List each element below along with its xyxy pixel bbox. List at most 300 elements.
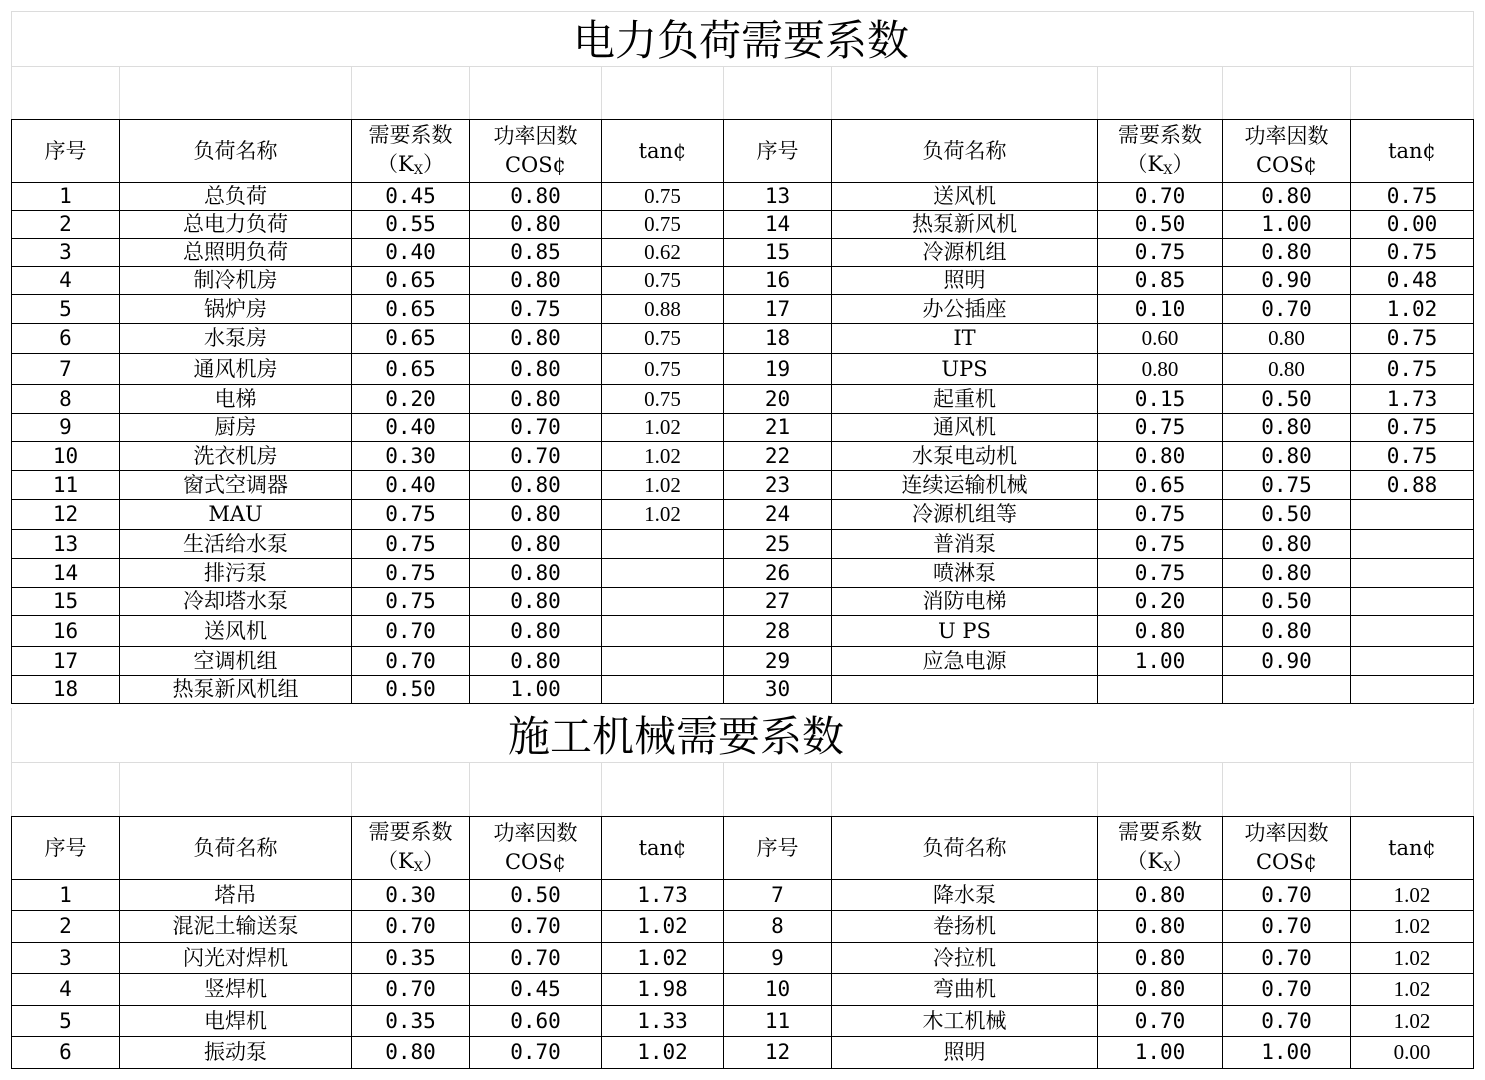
cell-pf	[1223, 676, 1351, 704]
cell-name: 空调机组	[120, 647, 352, 676]
cell-seq: 21	[724, 414, 832, 442]
cell-name: IT	[832, 324, 1098, 354]
cell-tan: 1.02	[602, 1037, 724, 1069]
header-kx-symbol	[352, 154, 469, 177]
kx-close: ）	[422, 152, 444, 176]
cell-pf: 0.80	[470, 647, 602, 676]
cell-tan: 0.62	[602, 239, 724, 267]
cell-kx: 0.35	[352, 1006, 470, 1037]
cell-name: 总负荷	[120, 183, 352, 211]
gridline	[1222, 762, 1223, 816]
gridline	[601, 762, 602, 816]
cell-kx: 0.15	[1098, 385, 1223, 414]
cell-kx: 0.65	[352, 267, 470, 295]
gridline	[1097, 762, 1098, 816]
cell-pf: 0.80	[1223, 442, 1351, 471]
cell-pf: 0.80	[470, 559, 602, 588]
cell-seq: 22	[724, 442, 832, 471]
header-seq	[724, 817, 832, 880]
header-tan	[602, 817, 724, 880]
table-row	[12, 324, 1474, 354]
cell-tan: 1.02	[602, 911, 724, 943]
cell-tan: 1.02	[1351, 880, 1474, 911]
cell-pf: 1.00	[1223, 211, 1351, 239]
table-row	[12, 1006, 1474, 1037]
cell-seq: 12	[12, 500, 120, 530]
cell-name: 应急电源	[832, 647, 1098, 676]
gridline	[831, 762, 832, 816]
cell-tan: 0.48	[1351, 267, 1474, 295]
cell-name: 锅炉房	[120, 295, 352, 324]
cell-kx: 0.80	[1098, 880, 1223, 911]
kx-subscript: X	[1163, 163, 1173, 178]
cell-pf: 0.90	[1223, 647, 1351, 676]
cell-pf: 0.70	[1223, 1006, 1351, 1037]
cell-seq: 17	[724, 295, 832, 324]
cell-pf: 0.70	[1223, 295, 1351, 324]
cell-kx: 0.20	[1098, 588, 1223, 616]
cell-pf: 0.85	[470, 239, 602, 267]
table-row	[12, 500, 1474, 530]
cell-seq: 7	[12, 354, 120, 385]
cell-name: 洗衣机房	[120, 442, 352, 471]
cell-tan: 1.02	[602, 500, 724, 530]
cell-name: 制冷机房	[120, 267, 352, 295]
cell-seq: 25	[724, 530, 832, 559]
cell-name: 冷源机组	[832, 239, 1098, 267]
cell-name: 降水泵	[832, 880, 1098, 911]
cell-name: 排污泵	[120, 559, 352, 588]
cell-tan: 0.75	[1351, 414, 1474, 442]
cell-seq: 13	[12, 530, 120, 559]
header-name	[832, 817, 1098, 880]
cell-seq: 28	[724, 616, 832, 647]
cell-kx: 0.30	[352, 880, 470, 911]
header-seq-label: 序号	[44, 835, 87, 860]
cell-kx: 0.75	[352, 588, 470, 616]
cell-tan	[602, 647, 724, 676]
cell-kx: 0.65	[352, 354, 470, 385]
cell-pf: 0.60	[470, 1006, 602, 1037]
gridline	[11, 708, 12, 816]
cell-name: 起重机	[832, 385, 1098, 414]
cell-name: 总电力负荷	[120, 211, 352, 239]
kx-close: ）	[422, 849, 444, 873]
cell-name: 卷扬机	[832, 911, 1098, 943]
gridline	[1350, 762, 1351, 816]
gridline	[1350, 66, 1351, 119]
cell-name: 电梯	[120, 385, 352, 414]
kx-open: （K	[1126, 849, 1164, 873]
table-row	[12, 211, 1474, 239]
kx-close: ）	[1172, 849, 1194, 873]
header-power-factor	[1223, 817, 1351, 880]
cell-seq: 24	[724, 500, 832, 530]
cell-tan: 0.00	[1351, 211, 1474, 239]
table-row	[12, 943, 1474, 974]
cell-pf: 0.80	[1223, 414, 1351, 442]
table-row	[12, 239, 1474, 267]
cell-name	[832, 676, 1098, 704]
gridline	[831, 66, 832, 119]
cell-tan	[1351, 616, 1474, 647]
header-power-factor	[470, 120, 602, 183]
cell-pf: 0.70	[1223, 880, 1351, 911]
header-power-factor	[470, 817, 602, 880]
cell-name: 冷拉机	[832, 943, 1098, 974]
header-row	[12, 120, 1474, 183]
header-tan	[1351, 120, 1474, 183]
cell-pf: 0.80	[1223, 559, 1351, 588]
title-power-load: 电力负荷需要系数	[573, 16, 910, 65]
cell-name: 照明	[832, 1037, 1098, 1069]
gridline	[119, 66, 120, 119]
header-name-label: 负荷名称	[922, 138, 1007, 163]
cell-seq: 19	[724, 354, 832, 385]
header-cos-label: COS¢	[504, 153, 567, 177]
cell-seq: 11	[12, 471, 120, 500]
kx-subscript: X	[413, 860, 423, 875]
header-cos-label: COS¢	[1255, 153, 1318, 177]
cell-seq: 7	[724, 880, 832, 911]
cell-name: 喷淋泵	[832, 559, 1098, 588]
cell-tan	[602, 616, 724, 647]
cell-kx: 0.50	[352, 676, 470, 704]
cell-tan: 0.75	[1351, 354, 1474, 385]
table-row	[12, 911, 1474, 943]
cell-kx: 0.60	[1098, 324, 1223, 354]
cell-kx: 0.10	[1098, 295, 1223, 324]
cell-tan: 1.02	[602, 943, 724, 974]
header-tan-label: tan¢	[1388, 835, 1436, 860]
cell-pf: 0.80	[470, 211, 602, 239]
header-seq-label: 序号	[756, 138, 799, 163]
cell-seq: 13	[724, 183, 832, 211]
gridline	[1473, 708, 1474, 816]
cell-name: 总照明负荷	[120, 239, 352, 267]
cell-tan: 1.73	[1351, 385, 1474, 414]
cell-name: 通风机房	[120, 354, 352, 385]
cell-tan	[1351, 647, 1474, 676]
gridline	[11, 66, 1473, 67]
cell-tan: 1.02	[1351, 974, 1474, 1006]
cell-kx: 0.75	[352, 530, 470, 559]
header-tan-label: tan¢	[638, 835, 687, 860]
cell-tan: 0.75	[1351, 183, 1474, 211]
cell-pf: 0.80	[1223, 183, 1351, 211]
gridline	[469, 762, 470, 816]
cell-kx: 0.40	[352, 471, 470, 500]
cell-kx: 0.75	[1098, 239, 1223, 267]
header-power-factor-label: 功率因数	[493, 124, 578, 148]
cell-seq: 9	[724, 943, 832, 974]
cell-seq: 18	[724, 324, 832, 354]
table-row	[12, 880, 1474, 911]
cell-seq: 2	[12, 211, 120, 239]
header-row	[12, 817, 1474, 880]
kx-open: （K	[377, 849, 414, 873]
cell-seq: 11	[724, 1006, 832, 1037]
cell-name: 混泥土输送泵	[120, 911, 352, 943]
cell-kx: 0.40	[352, 414, 470, 442]
cell-tan: 0.75	[1351, 324, 1474, 354]
cell-kx: 0.75	[1098, 500, 1223, 530]
cell-name: 水泵房	[120, 324, 352, 354]
cell-tan	[602, 588, 724, 616]
cell-pf: 0.70	[1223, 911, 1351, 943]
cell-kx: 0.20	[352, 385, 470, 414]
cell-name: MAU	[120, 500, 352, 530]
table-row	[12, 647, 1474, 676]
cell-tan: 1.02	[1351, 943, 1474, 974]
table-row	[12, 354, 1474, 385]
cell-seq: 20	[724, 385, 832, 414]
cell-tan	[1351, 588, 1474, 616]
table-row	[12, 559, 1474, 588]
cell-seq: 29	[724, 647, 832, 676]
cell-name: 送风机	[832, 183, 1098, 211]
cell-pf: 0.75	[1223, 471, 1351, 500]
header-tan	[1351, 817, 1474, 880]
cell-kx: 0.80	[1098, 943, 1223, 974]
cell-tan: 1.02	[602, 442, 724, 471]
power-load-table	[11, 119, 1474, 704]
cell-seq: 18	[12, 676, 120, 704]
cell-seq: 9	[12, 414, 120, 442]
cell-pf: 0.80	[1223, 324, 1351, 354]
cell-pf: 0.80	[470, 500, 602, 530]
gridline	[601, 66, 602, 119]
header-kx-symbol	[1098, 851, 1222, 874]
cell-kx: 0.75	[1098, 414, 1223, 442]
cell-pf: 0.90	[1223, 267, 1351, 295]
cell-name: 冷源机组等	[832, 500, 1098, 530]
cell-seq: 10	[12, 442, 120, 471]
cell-pf: 0.70	[470, 911, 602, 943]
cell-pf: 0.70	[470, 442, 602, 471]
cell-kx: 0.80	[1098, 911, 1223, 943]
header-tan-label: tan¢	[1388, 138, 1436, 163]
cell-tan: 0.75	[602, 183, 724, 211]
gridline	[11, 11, 12, 119]
header-demand-factor-label: 需要系数	[368, 820, 453, 844]
cell-tan	[1351, 500, 1474, 530]
cell-seq: 10	[724, 974, 832, 1006]
cell-pf: 0.80	[470, 385, 602, 414]
header-cos-label: COS¢	[1255, 850, 1318, 874]
cell-kx: 0.70	[352, 974, 470, 1006]
cell-kx: 0.80	[352, 1037, 470, 1069]
header-seq	[724, 120, 832, 183]
table-row	[12, 616, 1474, 647]
table-row	[12, 588, 1474, 616]
gridline	[469, 66, 470, 119]
cell-tan	[602, 530, 724, 559]
cell-pf: 0.80	[1223, 239, 1351, 267]
gridline	[1473, 11, 1474, 119]
cell-pf: 0.80	[470, 471, 602, 500]
cell-tan: 0.75	[602, 385, 724, 414]
header-seq	[12, 120, 120, 183]
cell-seq: 6	[12, 1037, 120, 1069]
cell-seq: 14	[12, 559, 120, 588]
cell-tan: 1.02	[1351, 295, 1474, 324]
header-demand-factor	[352, 817, 470, 880]
cell-tan: 1.02	[602, 471, 724, 500]
cell-seq: 3	[12, 239, 120, 267]
cell-pf: 0.50	[1223, 500, 1351, 530]
cell-seq: 26	[724, 559, 832, 588]
cell-name: 塔吊	[120, 880, 352, 911]
cell-name: 热泵新风机	[832, 211, 1098, 239]
cell-pf: 1.00	[470, 676, 602, 704]
table-row	[12, 974, 1474, 1006]
cell-name: U PS	[832, 616, 1098, 647]
header-demand-factor	[1098, 817, 1223, 880]
cell-kx: 0.80	[1098, 442, 1223, 471]
cell-kx: 0.70	[352, 647, 470, 676]
cell-seq: 8	[12, 385, 120, 414]
cell-pf: 0.80	[470, 616, 602, 647]
cell-pf: 0.45	[470, 974, 602, 1006]
cell-name: 木工机械	[832, 1006, 1098, 1037]
cell-seq: 14	[724, 211, 832, 239]
table-row	[12, 414, 1474, 442]
cell-tan: 0.75	[602, 354, 724, 385]
header-demand-factor	[352, 120, 470, 183]
header-power-factor-label: 功率因数	[1244, 124, 1329, 148]
cell-pf: 0.80	[470, 530, 602, 559]
header-kx-symbol	[352, 851, 469, 874]
cell-pf: 0.50	[470, 880, 602, 911]
table-row	[12, 183, 1474, 211]
cell-kx: 0.30	[352, 442, 470, 471]
cell-name: 弯曲机	[832, 974, 1098, 1006]
cell-kx: 0.50	[1098, 211, 1223, 239]
header-kx-symbol	[1098, 154, 1222, 177]
table-row	[12, 1037, 1474, 1069]
cell-name: 照明	[832, 267, 1098, 295]
cell-seq: 27	[724, 588, 832, 616]
cell-tan: 0.88	[602, 295, 724, 324]
cell-kx: 0.40	[352, 239, 470, 267]
header-name	[832, 120, 1098, 183]
header-cos-label: COS¢	[504, 850, 567, 874]
cell-seq: 8	[724, 911, 832, 943]
cell-pf: 0.70	[470, 414, 602, 442]
cell-seq: 17	[12, 647, 120, 676]
cell-tan	[1351, 530, 1474, 559]
cell-seq: 4	[12, 267, 120, 295]
cell-kx: 0.80	[1098, 974, 1223, 1006]
cell-name: 通风机	[832, 414, 1098, 442]
kx-subscript: X	[413, 163, 423, 178]
header-seq	[12, 817, 120, 880]
cell-seq: 15	[724, 239, 832, 267]
title-construction-machinery: 施工机械需要系数	[508, 712, 845, 761]
cell-name: 竖焊机	[120, 974, 352, 1006]
cell-tan: 0.00	[1351, 1037, 1474, 1069]
table-row	[12, 442, 1474, 471]
cell-tan: 1.98	[602, 974, 724, 1006]
cell-tan	[1351, 559, 1474, 588]
cell-seq: 4	[12, 974, 120, 1006]
cell-tan: 0.75	[1351, 442, 1474, 471]
cell-tan: 0.75	[1351, 239, 1474, 267]
cell-kx: 0.70	[1098, 1006, 1223, 1037]
header-name	[120, 120, 352, 183]
cell-kx: 0.70	[1098, 183, 1223, 211]
header-power-factor	[1223, 120, 1351, 183]
cell-tan: 1.02	[602, 414, 724, 442]
gridline	[723, 66, 724, 119]
header-power-factor-label: 功率因数	[493, 821, 578, 845]
table-row	[12, 530, 1474, 559]
cell-pf: 0.80	[470, 324, 602, 354]
cell-name: 送风机	[120, 616, 352, 647]
cell-pf: 0.80	[470, 354, 602, 385]
cell-pf: 0.80	[1223, 354, 1351, 385]
cell-name: 生活给水泵	[120, 530, 352, 559]
gridline	[723, 762, 724, 816]
cell-kx: 1.00	[1098, 647, 1223, 676]
table-row	[12, 295, 1474, 324]
cell-kx: 0.75	[352, 559, 470, 588]
cell-pf: 0.70	[470, 1037, 602, 1069]
cell-name: 厨房	[120, 414, 352, 442]
cell-tan	[602, 559, 724, 588]
header-demand-factor-label: 需要系数	[1118, 820, 1202, 844]
cell-kx	[1098, 676, 1223, 704]
cell-tan: 1.02	[1351, 911, 1474, 943]
cell-name: 热泵新风机组	[120, 676, 352, 704]
cell-kx: 0.45	[352, 183, 470, 211]
table-row	[12, 471, 1474, 500]
cell-seq: 5	[12, 1006, 120, 1037]
cell-name: 办公插座	[832, 295, 1098, 324]
cell-seq: 1	[12, 880, 120, 911]
cell-pf: 0.80	[1223, 530, 1351, 559]
gridline	[1097, 66, 1098, 119]
gridline	[351, 66, 352, 119]
cell-kx: 0.75	[1098, 530, 1223, 559]
cell-kx: 0.70	[352, 911, 470, 943]
cell-seq: 23	[724, 471, 832, 500]
cell-name: 窗式空调器	[120, 471, 352, 500]
cell-kx: 0.75	[352, 500, 470, 530]
cell-kx: 0.65	[1098, 471, 1223, 500]
cell-seq: 5	[12, 295, 120, 324]
cell-name: 闪光对焊机	[120, 943, 352, 974]
cell-pf: 0.80	[1223, 616, 1351, 647]
cell-seq: 6	[12, 324, 120, 354]
cell-seq: 15	[12, 588, 120, 616]
cell-kx: 0.65	[352, 324, 470, 354]
kx-close: ）	[1172, 152, 1194, 176]
cell-pf: 0.70	[1223, 943, 1351, 974]
cell-pf: 0.80	[470, 183, 602, 211]
kx-open: （K	[377, 152, 414, 176]
cell-name: UPS	[832, 354, 1098, 385]
cell-pf: 0.80	[470, 588, 602, 616]
header-seq-label: 序号	[756, 835, 799, 860]
cell-pf: 0.80	[470, 267, 602, 295]
cell-name: 普消泵	[832, 530, 1098, 559]
cell-tan: 0.88	[1351, 471, 1474, 500]
cell-name: 电焊机	[120, 1006, 352, 1037]
kx-subscript: X	[1163, 860, 1173, 875]
cell-name: 水泵电动机	[832, 442, 1098, 471]
